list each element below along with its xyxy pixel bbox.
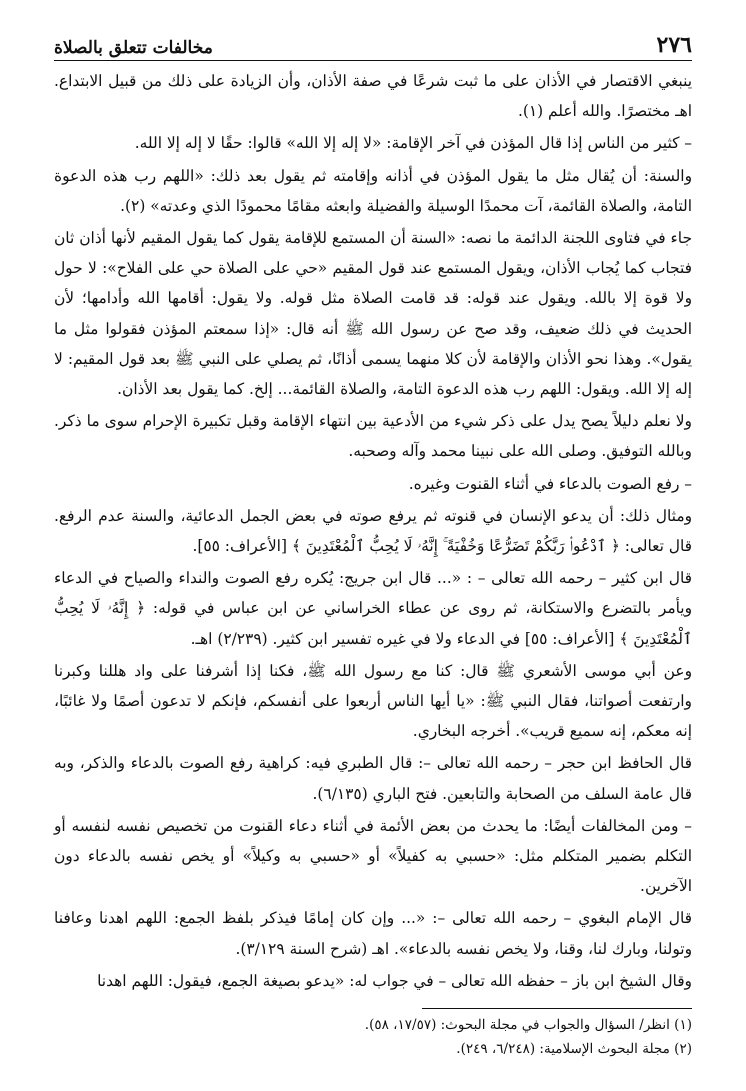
main-text	[54, 66, 692, 998]
paragraph: ولا نعلم دليلاً يصح يدل على ذكر شيء من الأدعية بين انتهاء الإقامة وقبل تكبيرة الإحرام سوى ما ذكر. وبالله التوفيق. وصلى الله على نبينا محمد وآله وصحبه.	[54, 412, 692, 461]
paragraph: قال الحافظ ابن حجر – رحمه الله تعالى –: قال الطبري فيه: كراهية رفع الصوت بالدعاء والذكر، وبه قال عامة السلف من الصحابة والتابعين. فتح الباري (٦/١٣٥).	[54, 754, 692, 803]
paragraph: – رفع الصوت بالدعاء في أثناء القنوت وغيره.	[408, 474, 692, 493]
header-rule	[54, 60, 692, 61]
paragraph: والسنة: أن يُقال مثل ما يقول المؤذن في أذانه وإقامته ثم يقول بعد ذلك: «اللهم رب هذه الدعوة التامة، والصلاة القائمة، آت محمدًا الوسيلة والفضيلة وابعثه مقامًا محمودًا الذي وعدته» (٢).	[54, 166, 692, 215]
paragraph: – كثير من الناس إذا قال المؤذن في آخر الإقامة: «لا إله إلا الله» قالوا: حقًا لا إله إلا الله.	[134, 134, 692, 153]
paragraph: قال ابن كثير – رحمه الله تعالى – : «... قال ابن جريج: يُكره رفع الصوت والنداء والصياح في الدعاء ويأمر بالتضرع والاستكانة، ثم روى عن عطاء الخراساني عن ابن عباس في قوله: ﴿ إِنَّهُۥ لَا يُحِبُّ ٱلْمُعْتَدِينَ ﴾ [الأعراف: ٥٥] في الدعاء ولا في غيره تفسير ابن كثير. (٢/٢٣٩) اهـ.	[54, 569, 692, 648]
footnote: (٢) مجلة البحوث الإسلامية: (٦/٢٤٨، ٢٤٩).	[456, 1041, 692, 1057]
running-title: مخالفات تتعلق بالصلاة	[54, 38, 213, 58]
paragraph: جاء في فتاوى اللجنة الدائمة ما نصه: «السنة أن المستمع للإقامة يقول كما يقول المقيم لأنها أذان ثان فتجاب كما يُجاب الأذان، ويقول المستمع عند قول المقيم «حي على الصلاة حي على الفلاح»: لا حول ولا قوة إلا بالله. ويقول عند قوله: قد قامت الصلاة مثل قوله. ولا يقول: أقامها الله وأدامها؛ لأن الحديث في ذلك ضعيف، وقد صح عن رسول الله ﷺ أنه قال: «إذا سمعتم المؤذن فقولوا مثل ما يقول». وهذا نحو الأذان والإقامة لأن كلا منهما يسمى أذانًا، ثم يصلي على النبي ﷺ بعد قول المقيم: لا إله إلا الله. ويقول: اللهم رب هذه الدعوة التامة، والصلاة القائمة... إلخ. كما يقول بعد الأذان.	[54, 229, 692, 399]
footnotes	[54, 1013, 692, 1061]
paragraph: ينبغي الاقتصار في الأذان على ما ثبت شرعًا في صفة الأذان، وأن الزيادة على ذلك من قبيل الابتداع. اهـ مختصرًا. والله أعلم (١).	[54, 72, 692, 121]
page-number: ٢٧٦	[656, 32, 692, 58]
footnote-rule	[422, 1008, 692, 1009]
paragraph: ومثال ذلك: أن يدعو الإنسان في قنوته ثم يرفع صوته في بعض الجمل الدعائية، والسنة عدم الرفع. قال تعالى: ﴿ ٱدْعُوا۟ رَبَّكُمْ تَضَرُّعًا وَخُفْيَةً ۚ إِنَّهُۥ لَا يُحِبُّ ٱلْمُعْتَدِينَ ﴾ [الأعراف: ٥٥].	[54, 506, 692, 556]
paragraph: وقال الشيخ ابن باز – حفظه الله تعالى – في جواب له: «يدعو بصيغة الجمع، فيقول: اللهم اهدنا	[97, 971, 692, 990]
running-head	[54, 30, 692, 58]
paragraph: وعن أبي موسى الأشعري ﷺ قال: كنا مع رسول الله ﷺ، فكنا إذا أشرفنا على واد هللنا وكبرنا وارتفعت أصواتنا، فقال النبي ﷺ: «يا أيها الناس أربعوا على أنفسكم، فإنكم لا تدعون أصمًا ولا غائبًا، إنه معكم، إنه سميع قريب». أخرجه البخاري.	[54, 661, 692, 741]
paragraph: – ومن المخالفات أيضًا: ما يحدث من بعض الأئمة في أثناء دعاء القنوت من تخصيص نفسه لنفسه أو التكلم بضمير المتكلم مثل: «حسبي به كفيلاً» أو «حسبي به وكيلاً» أو يخص نفسه بالدعاء دون الآخرين.	[54, 816, 692, 896]
footnote: (١) انظر/ السؤال والجواب في مجلة البحوث: (١٧/٥٧، ٥٨).	[364, 1017, 692, 1033]
paragraph: قال الإمام البغوي – رحمه الله تعالى –: «... وإن كان إمامًا فيذكر بلفظ الجمع: اللهم اهدنا وعافنا وتولنا، وبارك لنا، وقنا، ولا يخص نفسه بالدعاء». اهـ (شرح السنة ٣/١٢٩).	[54, 909, 692, 958]
